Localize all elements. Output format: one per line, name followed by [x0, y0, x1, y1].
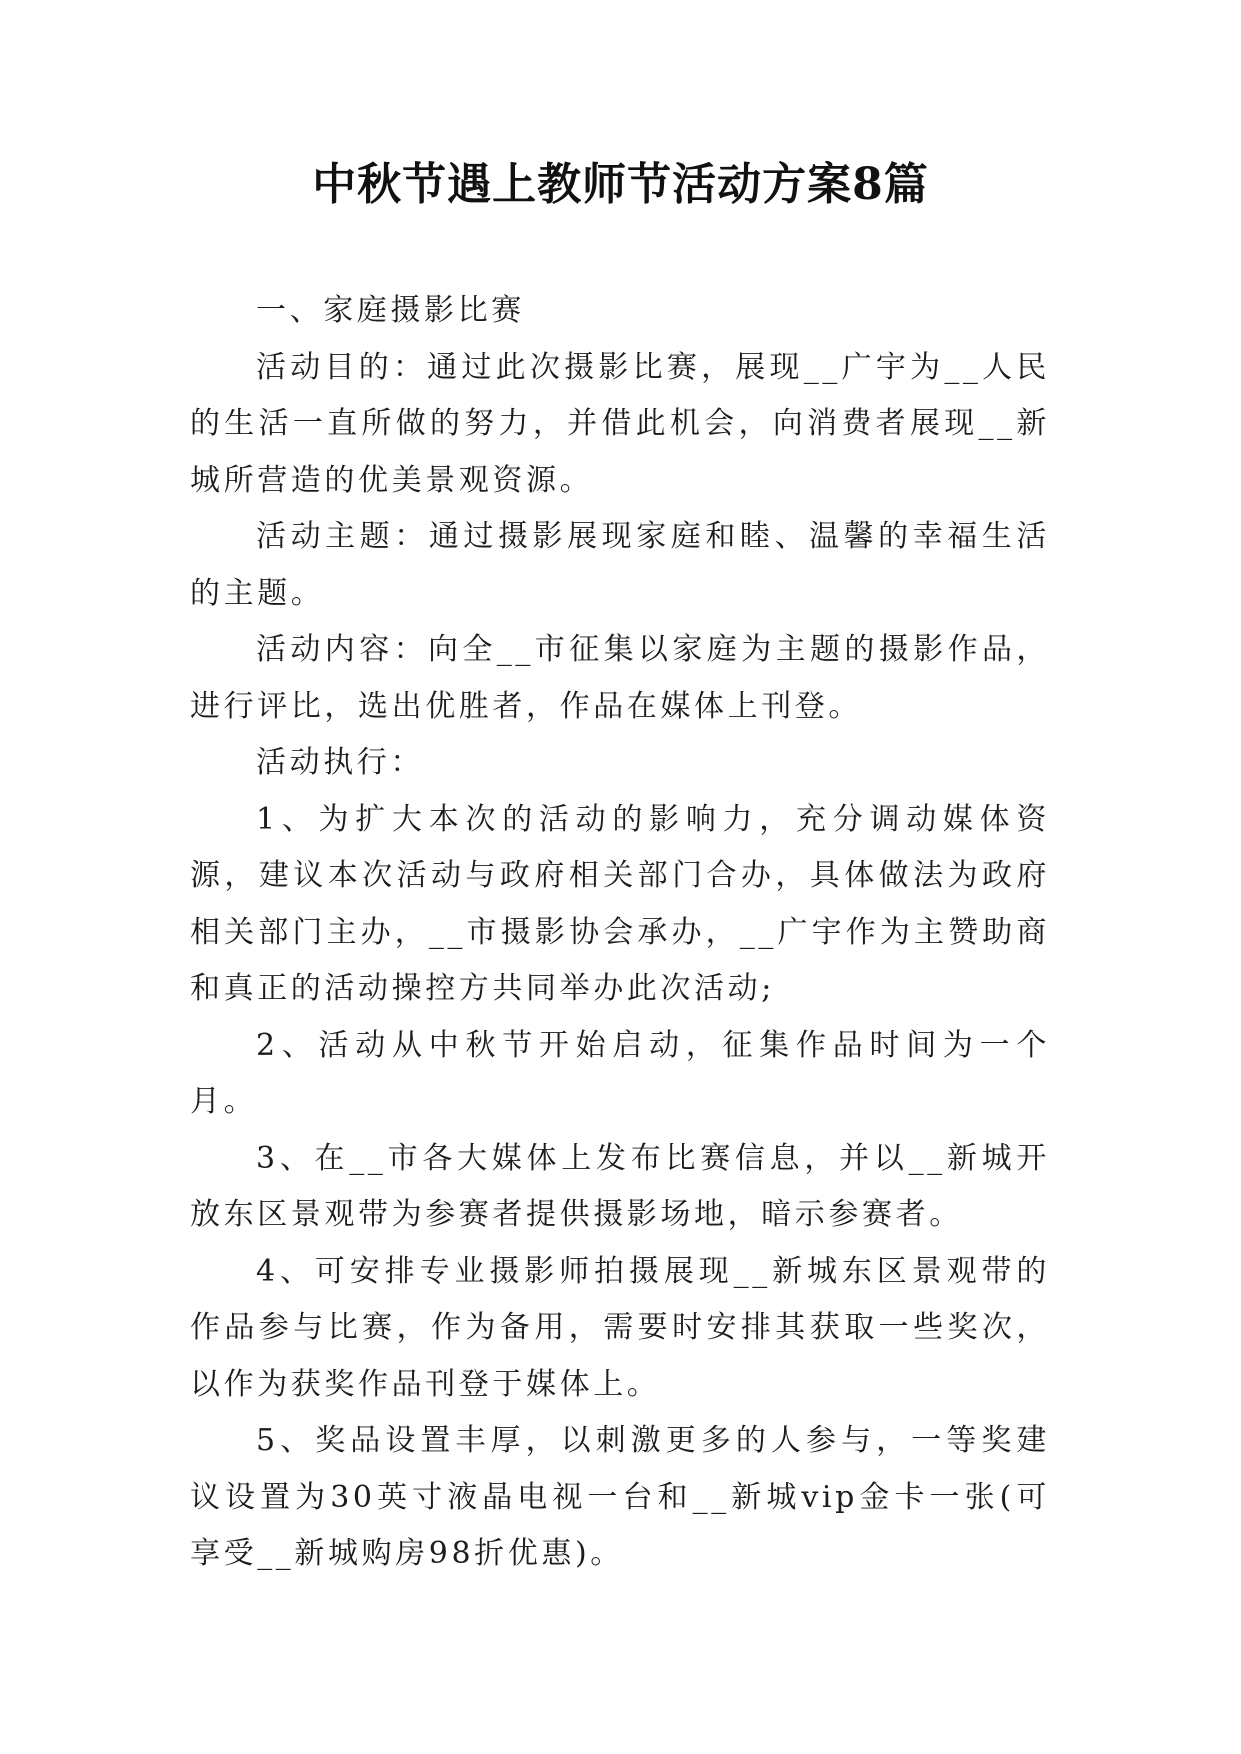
document-title: 中秋节遇上教师节活动方案8篇 [312, 159, 929, 210]
paragraph-execution-heading: 活动执行： [256, 745, 424, 780]
list-item: 1、为扩大本次的活动的影响力，充分调动媒体资源，建议本次活动与政府相关部门合办，具体做法为政府相关部门主办，__市摄影协会承办，__广宇作为主赞助商和真正的活动操控方共同举办此次活动; [190, 801, 1050, 1006]
paragraph-content: 活动内容：向全__市征集以家庭为主题的摄影作品，进行评比，选出优胜者，作品在媒体上刊登。 [190, 632, 1050, 724]
list-item: 2、活动从中秋节开始启动，征集作品时间为一个月。 [190, 1027, 1050, 1119]
paragraph-purpose: 活动目的：通过此次摄影比赛，展现__广宇为__人民的生活一直所做的努力，并借此机会，向消费者展现__新城所营造的优美景观资源。 [190, 349, 1050, 498]
list-item: 5、奖品设置丰厚，以刺激更多的人参与，一等奖建议设置为30英寸液晶电视一台和__新城vip金卡一张(可享受__新城购房98折优惠)。 [190, 1423, 1050, 1571]
section-heading: 一、家庭摄影比赛 [256, 293, 525, 328]
paragraph-theme: 活动主题：通过摄影展现家庭和睦、温馨的幸福生活的主题。 [190, 519, 1050, 611]
document-body [190, 283, 1050, 1583]
list-item: 4、可安排专业摄影师拍摄展现__新城东区景观带的作品参与比赛，作为备用，需要时安排其获取一些奖次，以作为获奖作品刊登于媒体上。 [190, 1253, 1050, 1402]
list-item: 3、在__市各大媒体上发布比赛信息，并以__新城开放东区景观带为参赛者提供摄影场地，暗示参赛者。 [190, 1140, 1050, 1232]
